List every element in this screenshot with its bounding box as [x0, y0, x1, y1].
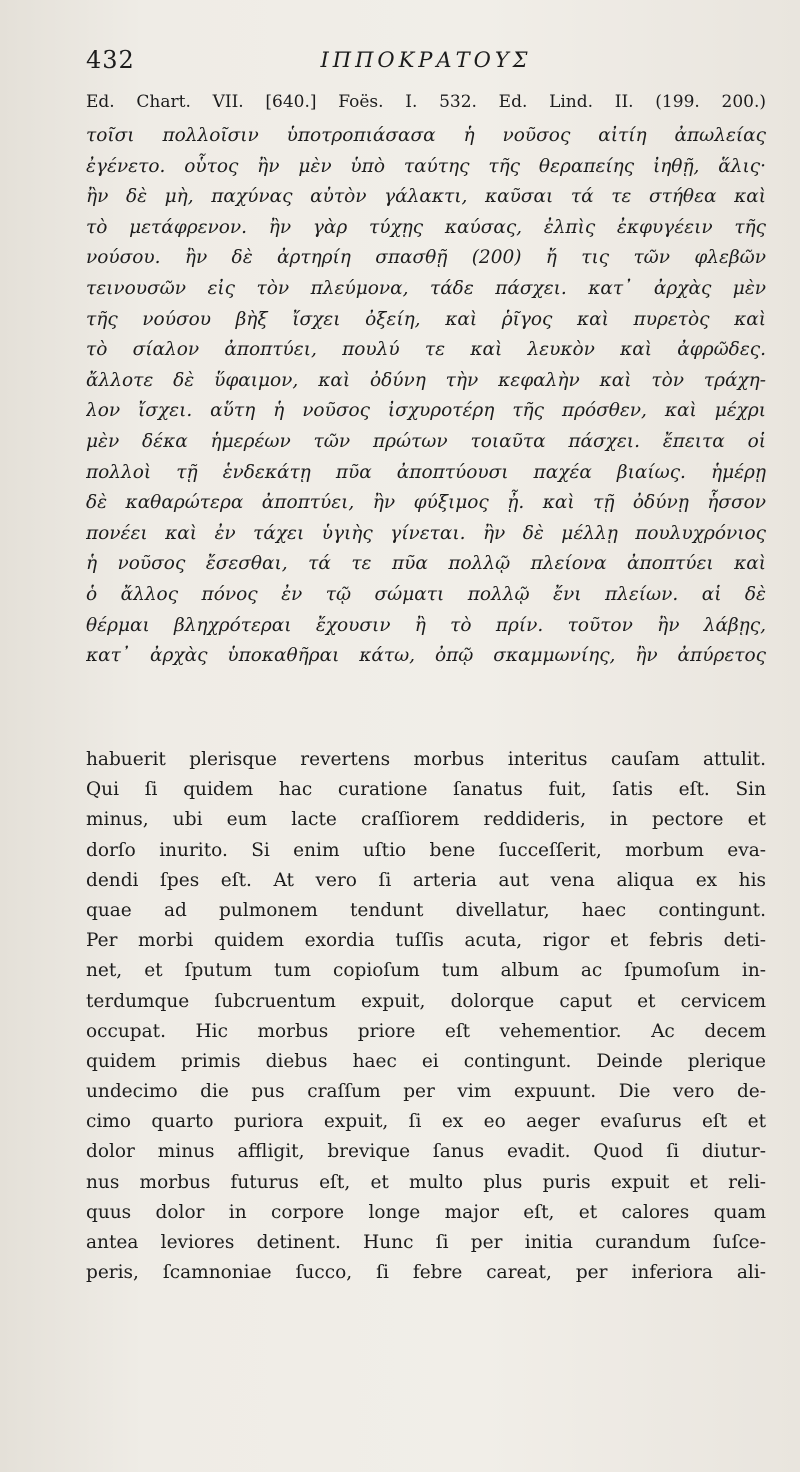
- greek-text-line: τὸ σίαλον ἀποπτύει, πουλύ τε καὶ λευκὸν καὶ ἀφρῶδες.: [86, 339, 766, 361]
- latin-text-line: nus morbus futurus eſt, et multo plus puris expuit et reli-: [86, 1171, 766, 1193]
- greek-text-line: δὲ καθαρώτερα ἀποπτύει, ἢν φύξιμος ᾖ. καὶ τῇ ὀδύνῃ ἧσσον: [86, 492, 766, 514]
- latin-text-line: minus, ubi eum lacte craſſiorem reddideris, in pectore et: [86, 809, 766, 831]
- latin-text-line: undecimo die pus craſſum per vim expuunt. Die vero de-: [86, 1081, 766, 1103]
- greek-text-block: [86, 121, 766, 672]
- greek-text-line: τεινουσῶν εἰς τὸν πλεύμονα, τάδε πάσχει. κατ᾽ ἀρχὰς μὲν: [86, 277, 766, 299]
- greek-text-line: ἢν δὲ μὴ, παχύνας αὐτὸν γάλακτι, καῦσαι τά τε στήθεα καὶ: [86, 186, 766, 208]
- greek-text-line: μὲν δέκα ἡμερέων τῶν πρώτων τοιαῦτα πάσχει. ἔπειτα οἱ: [86, 430, 766, 452]
- latin-text-line: net, et ſputum tum copioſum tum album ac ſpumoſum in-: [86, 960, 766, 982]
- latin-text-line: Qui ſi quidem hac curatione ſanatus fuit, ſatis eſt. Sin: [86, 779, 766, 801]
- latin-text-line: antea leviores detinent. Hunc ſi per initia curandum ſuſce-: [86, 1232, 766, 1253]
- greek-text-line: ἐγένετο. οὗτος ἢν μὲν ὑπὸ ταύτης τῆς θεραπείης ἰηθῇ, ἅλις·: [86, 155, 766, 177]
- greek-text-line: κατ᾽ ἀρχὰς ὑποκαθῆραι κάτω, ὀπῷ σκαμμωνίης, ἢν ἀπύρετος: [86, 645, 766, 667]
- latin-text-line: peris, ſcamnoniae ſucco, ſi febre careat, per inferiora ali-: [86, 1262, 766, 1284]
- latin-text-line: quidem primis diebus haec ei contingunt. Deinde plerique: [86, 1050, 766, 1072]
- greek-text-line: τοῖσι πολλοῖσιν ὑποτροπιάσασα ἡ νοῦσος αἰτίη ἀπωλείας: [86, 125, 766, 146]
- greek-text-line: πονέει καὶ ἐν τάχει ὑγιὴς γίνεται. ἢν δὲ μέλλῃ πουλυχρόνιος: [86, 522, 766, 544]
- latin-text-line: occupat. Hic morbus priore eſt vehementior. Ac decem: [86, 1020, 766, 1042]
- latin-text-line: terdumque ſubcruentum expuit, dolorque caput et cervicem: [86, 990, 766, 1012]
- latin-text-line: Per morbi quidem exordia tuſſis acuta, rigor et febris deti-: [86, 930, 766, 952]
- greek-text-line: λον ἴσχει. αὕτη ἡ νοῦσος ἰσχυροτέρη τῆς πρόσθεν, καὶ μέχρι: [86, 400, 766, 422]
- latin-text-line: habuerit plerisque revertens morbus interitus cauſam attulit.: [86, 749, 766, 770]
- latin-text-line: cimo quarto puriora expuit, ſi ex eo aeger evaſurus eſt et: [86, 1111, 766, 1133]
- greek-text-line: πολλοὶ τῇ ἑνδεκάτῃ πῦα ἀποπτύουσι παχέα βιαίως. ἡμέρῃ: [86, 461, 766, 483]
- page-header: [86, 46, 766, 80]
- latin-text-line: dorſo inurito. Si enim uſtio bene ſucceſſerit, morbum eva-: [86, 839, 766, 861]
- running-title: ΙΠΠΟΚΡΑΤΟΥΣ: [320, 48, 532, 72]
- greek-text-line: ἡ νοῦσος ἔσεσθαι, τά τε πῦα πολλῷ πλείονα ἀποπτύει καὶ: [86, 553, 766, 575]
- latin-text-block: [86, 745, 766, 1288]
- latin-text-line: quus dolor in corpore longe major eſt, et calores quam: [86, 1201, 766, 1223]
- greek-text-line: ἄλλοτε δὲ ὕφαιμον, καὶ ὀδύνη τὴν κεφαλὴν καὶ τὸν τράχη-: [86, 369, 766, 391]
- greek-text-line: νούσου. ἢν δὲ ἀρτηρίη σπασθῇ (200) ἤ τις τῶν φλεβῶν: [86, 247, 766, 269]
- latin-text-line: dendi ſpes eſt. At vero ſi arteria aut vena aliqua ex his: [86, 869, 766, 891]
- page-number: 432: [86, 46, 135, 74]
- greek-text-line: τὸ μετάφρενον. ἢν γὰρ τύχῃς καύσας, ἐλπὶς ἐκφυγέειν τῆς: [86, 216, 766, 238]
- greek-text-line: ὁ ἄλλος πόνος ἐν τῷ σώματι πολλῷ ἔνι πλείων. αἱ δὲ: [86, 583, 766, 605]
- latin-text-line: quae ad pulmonem tendunt divellatur, haec contingunt.: [86, 899, 766, 921]
- greek-text-line: τῆς νούσου βὴξ ἴσχει ὀξείη, καὶ ῥῖγος καὶ πυρετὸς καὶ: [86, 308, 766, 330]
- latin-text-line: dolor minus affligit, brevique ſanus evadit. Quod ſi diutur-: [86, 1141, 766, 1163]
- greek-text-line: θέρμαι βληχρότεραι ἔχουσιν ἢ τὸ πρίν. τοῦτον ἢν λάβῃς,: [86, 614, 766, 636]
- edition-reference: Ed. Chart. VII. [640.] Foës. I. 532. Ed. Lind. II. (199. 200.): [86, 92, 766, 112]
